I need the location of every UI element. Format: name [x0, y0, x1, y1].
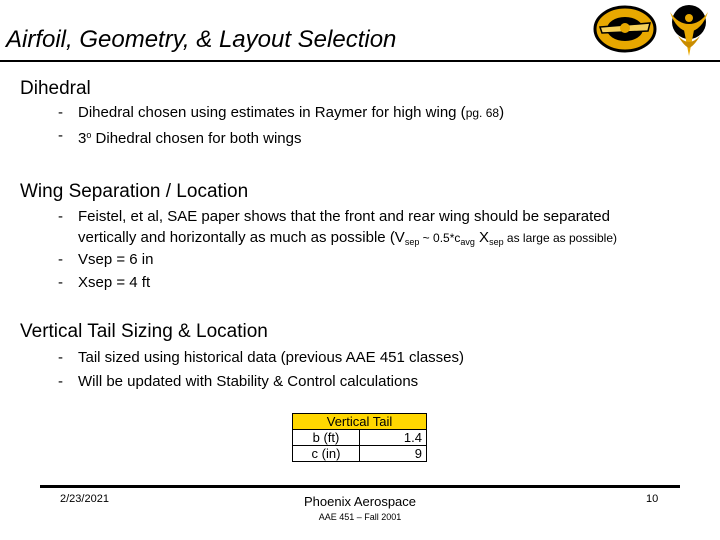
table-cell-value: 1.4 — [360, 430, 427, 446]
bullet-dash: - — [58, 208, 63, 225]
table-cell-value: 9 — [360, 446, 427, 462]
section-heading-dihedral: Dihedral — [20, 78, 91, 99]
wing-sep-item-3: Xsep = 4 ft — [78, 274, 151, 291]
bullet-dash: - — [58, 127, 63, 144]
purdue-aero-logo — [592, 3, 658, 55]
table-row — [293, 430, 427, 446]
wing-sep-item-2: Vsep = 6 in — [78, 251, 154, 268]
bullet-dash: - — [58, 104, 63, 121]
vertical-tail-table — [292, 413, 427, 462]
footer-company: Phoenix Aerospace — [303, 494, 417, 509]
vtail-item-1: Tail sized using historical data (previous AAE 451 classes) — [78, 349, 465, 366]
table-cell-label: b (ft) — [293, 430, 360, 446]
bullet-dash: - — [58, 373, 63, 390]
footer-divider — [40, 485, 680, 488]
footer-date: 2/23/2021 — [60, 493, 109, 505]
table-header-row — [293, 414, 427, 430]
title-divider — [0, 60, 720, 62]
table-header: Vertical Tail — [293, 414, 427, 430]
table-row — [293, 446, 427, 462]
bullet-dash: - — [58, 274, 63, 291]
slide-title: Airfoil, Geometry, & Layout Selection — [6, 26, 397, 53]
table-cell-label: c (in) — [293, 446, 360, 462]
footer-page-number: 10 — [646, 493, 659, 505]
bullet-dash: - — [58, 349, 63, 366]
phoenix-logo — [666, 2, 712, 58]
section-heading-wing-separation: Wing Separation / Location — [20, 181, 249, 202]
footer-course: AAE 451 – Fall 2001 — [318, 512, 402, 522]
dihedral-item-2: 3$^o$ Dihedral chosen for both wings — [78, 130, 302, 147]
section-heading-vertical-tail: Vertical Tail Sizing & Location — [20, 321, 268, 342]
dihedral-item-1: Dihedral chosen using estimates in Raymer for high wing (pg. 68) — [78, 104, 505, 121]
wing-sep-item-1: Feistel, et al, SAE paper shows that the front and rear wing should be separated vertically and horizontally as much as possible ($V_{sep}$ ~ $0.5*c_{avg}$ $X_{sep}$ as large as possible) — [78, 208, 617, 247]
vtail-item-2: Will be updated with Stability & Control calculations — [78, 373, 419, 390]
bullet-dash: - — [58, 251, 63, 268]
